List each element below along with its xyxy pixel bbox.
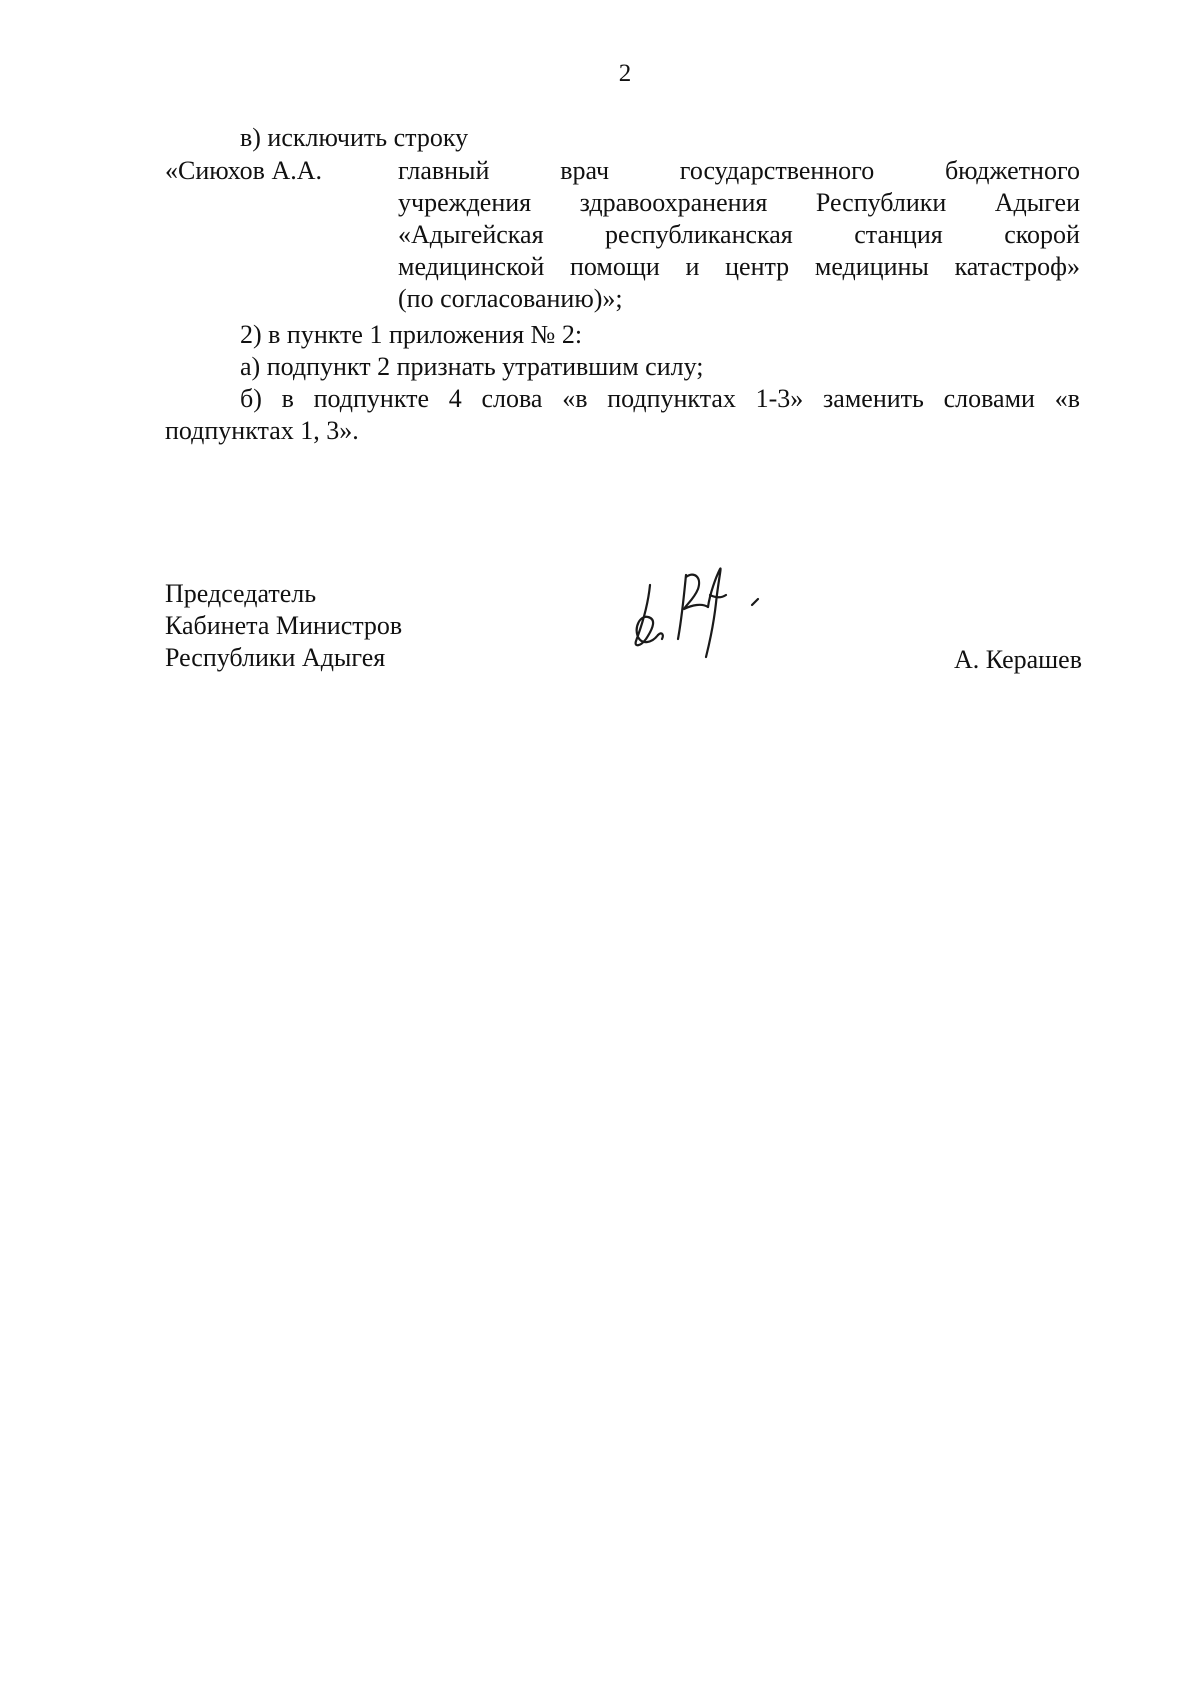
desc-line-2 (398, 187, 1080, 219)
desc-line-5 (398, 283, 1080, 315)
signer-name: А. Керашев (953, 645, 1082, 674)
desc-word: Республики (815, 188, 947, 217)
item-v: в) исключить строку (240, 123, 469, 152)
desc-word: медицины (814, 252, 929, 281)
item-b-word: 1-3» (755, 384, 804, 413)
desc-word: здравоохранения (579, 188, 768, 217)
item-b-word: словами (943, 384, 1035, 413)
item-b-word: заменить (823, 384, 924, 413)
desc-word: катастроф» (954, 252, 1080, 281)
item-b-word: подпунктах (607, 384, 736, 413)
item-b-word: слова (481, 384, 543, 413)
desc-word: станция (854, 220, 943, 249)
desc-word: медицинской (398, 252, 545, 281)
desc-word: (по согласованию)»; (398, 284, 623, 313)
handwritten-signature (628, 555, 808, 665)
desc-word: государственного (679, 156, 875, 185)
desc-word: помощи (570, 252, 660, 281)
item-b-word: «в (1054, 384, 1080, 413)
signature-title-line: Председатель (165, 579, 317, 608)
item-b-word: подпункте (313, 384, 430, 413)
item-b-word: 4 (448, 384, 462, 413)
entry-description (398, 155, 1080, 315)
desc-word: республиканская (605, 220, 793, 249)
desc-word: учреждения (398, 188, 532, 217)
desc-line-3 (398, 219, 1080, 251)
item-b-word: в (281, 384, 294, 413)
desc-word: скорой (1004, 220, 1080, 249)
item-b-line-2: подпунктах 1, 3». (165, 416, 359, 445)
desc-word: центр (725, 252, 790, 281)
signature-title-line: Кабинета Министров (165, 611, 403, 640)
desc-word: «Адыгейская (398, 220, 544, 249)
item-2: 2) в пункте 1 приложения № 2: (240, 320, 583, 349)
item-b-word: «в (562, 384, 588, 413)
desc-word: врач (560, 156, 610, 185)
signature-title-block (165, 578, 402, 674)
signature-title-line: Республики Адыгея (165, 643, 386, 672)
entry-name: «Сиюхов А.А. (165, 156, 323, 185)
desc-word: главный (398, 156, 490, 185)
item-b-word: б) (240, 384, 262, 413)
desc-line-4 (398, 251, 1080, 283)
item-b-line-1 (240, 383, 1080, 415)
page-number: 2 (618, 60, 632, 87)
item-a: а) подпункт 2 признать утратившим силу; (240, 352, 704, 381)
desc-word: бюджетного (944, 156, 1080, 185)
desc-word: и (685, 252, 700, 281)
desc-line-1 (398, 155, 1080, 187)
desc-word: Адыгеи (994, 188, 1080, 217)
